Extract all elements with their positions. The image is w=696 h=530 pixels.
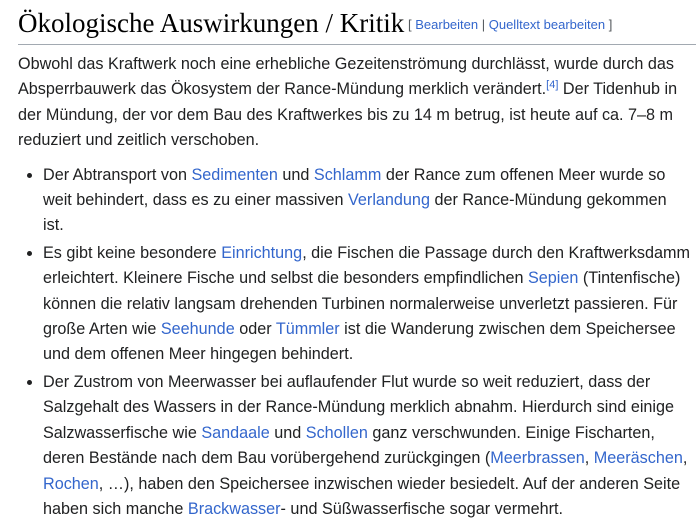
link-schollen[interactable]: Schollen [305, 423, 368, 442]
list-text: ist die Wanderung zwischen dem Speichersee und dem offenen Meer hingegen behindert. [43, 320, 676, 364]
link-meeraeschen[interactable]: Meeräschen [593, 449, 683, 468]
list-item [43, 370, 690, 522]
link-rochen[interactable]: Rochen [43, 474, 99, 493]
list-item [43, 163, 690, 239]
list-text: , [682, 449, 688, 468]
link-meerbrassen[interactable]: Meerbrassen [490, 449, 585, 468]
intro-paragraph [18, 52, 690, 154]
edit-section-links [408, 16, 612, 34]
section-content [18, 52, 690, 524]
list-text: Der Abtransport von [43, 165, 192, 184]
paragraph-text: Obwohl das Kraftwerk noch eine erhebliche Gezeitenströmung durchlässt, wurde durch das Absperrbauwerk das Ökosystem der Rance-Mündung merklich verändert. [18, 55, 674, 99]
edit-bracket-close: ] [605, 17, 613, 32]
list-text: der Rance zum offenen Meer wurde so weit behindert, dass es zu einer massiven [43, 165, 666, 210]
section-heading-row [18, 4, 696, 45]
list-text: ganz verschwunden. Einige Fischarten, deren Bestände nach dem Bau vorübergehend zurückgingen ( [43, 423, 655, 468]
list-text: und [277, 165, 314, 184]
list-text: und [269, 423, 306, 442]
edit-link[interactable]: Bearbeiten [415, 17, 479, 32]
list-text: Der Zustrom von Meerwasser bei auflaufender Flut wurde so weit reduziert, dass der Salzgehalt des Wassers in der Rance-Mündung merklich abnahm. Hierdurch sind einige Salzwasserfische wie [43, 372, 675, 442]
link-sandaale[interactable]: Sandaale [201, 423, 270, 442]
link-einrichtung[interactable]: Einrichtung [221, 243, 303, 262]
list-text: - und Süßwasserfische sogar vermehrt. [280, 499, 564, 518]
list-item [43, 241, 690, 368]
list-text: Es gibt keine besondere [43, 243, 222, 262]
edit-bracket-open: [ [408, 17, 416, 32]
link-seehunde[interactable]: Seehunde [160, 320, 235, 339]
link-sedimente[interactable]: Sedimenten [191, 165, 278, 184]
list-text: , …), haben den Speichersee inzwischen wieder besiedelt. Auf der anderen Seite haben sich manche [43, 474, 681, 518]
bullet-list [18, 163, 690, 523]
list-text: der Rance-Mündung gekommen ist. [43, 191, 667, 235]
link-brackwasser[interactable]: Brackwasser [187, 499, 281, 518]
reference-link[interactable]: [4] [546, 79, 559, 92]
list-text: oder [234, 320, 276, 339]
link-sepien[interactable]: Sepien [528, 269, 579, 288]
edit-separator: | [478, 17, 489, 32]
link-verlandung[interactable]: Verlandung [348, 191, 430, 210]
source-edit-link[interactable]: Quelltext bearbeiten [488, 17, 606, 32]
paragraph-text: Der Tidenhub in der Mündung, der vor dem Bau des Kraftwerkes bis zu 14 m betrug, ist heute auf ca. 7–8 m reduziert und zeitlich verschoben. [18, 80, 678, 150]
list-text: (Tintenfische) können die relativ langsam drehenden Turbinen normalerweise unverletzt passieren. Für große Arten wie [43, 269, 681, 339]
link-tuemmler[interactable]: Tümmler [275, 320, 340, 339]
list-text: , [584, 449, 594, 468]
section-title: Ökologische Auswirkungen / Kritik [18, 8, 405, 38]
link-schlamm[interactable]: Schlamm [313, 165, 382, 184]
list-text: , die Fischen die Passage durch den Kraftwerksdamm erleichtert. Kleinere Fische und selbst die besonders empfindlichen [43, 243, 690, 288]
